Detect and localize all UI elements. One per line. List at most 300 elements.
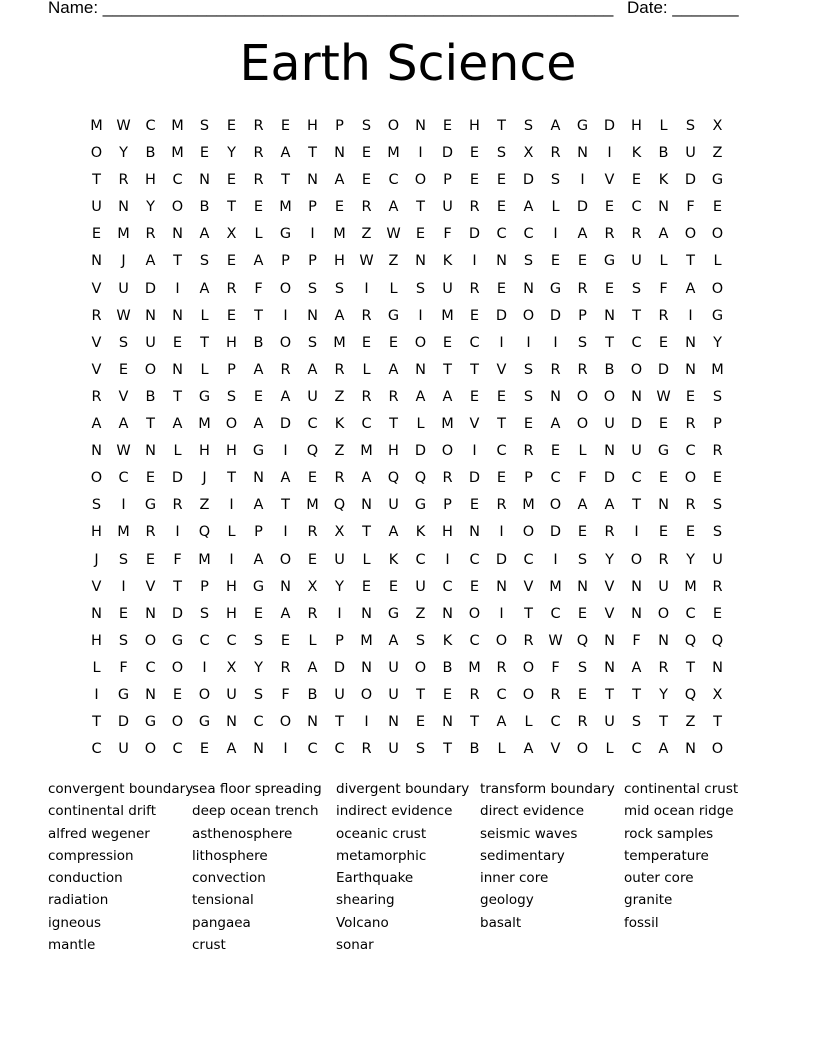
grid-cell: D (603, 118, 616, 134)
word-list-item: granite (624, 892, 673, 909)
grid-cell: H (469, 118, 480, 134)
grid-cell: M (333, 334, 346, 351)
grid-cell: F (686, 199, 695, 216)
grid-cell: A (523, 199, 534, 216)
grid-cell: N (604, 443, 615, 460)
grid-cell: C (631, 741, 642, 758)
grid-cell: A (577, 226, 588, 243)
grid-cell: O (144, 741, 157, 758)
grid-cell: E (145, 470, 156, 487)
word-list-item: sonar (336, 937, 374, 954)
grid-cell: I (499, 524, 504, 541)
grid-cell: U (388, 686, 399, 703)
grid-cell: I (175, 280, 180, 297)
grid-cell: N (415, 361, 426, 378)
grid-cell: T (146, 416, 155, 433)
grid-cell: I (445, 551, 450, 568)
grid-cell: O (576, 388, 589, 405)
grid-cell: S (631, 714, 642, 731)
grid-cell: E (388, 578, 399, 595)
grid-cell: E (172, 334, 183, 351)
grid-cell: T (470, 714, 479, 731)
grid-cell: P (713, 416, 722, 433)
grid-cell: E (253, 199, 264, 216)
grid-cell: I (634, 524, 639, 541)
word-list-item: metamorphic (336, 847, 427, 864)
word-list-item: asthenosphere (192, 825, 293, 842)
grid-cell: B (307, 686, 318, 703)
word-list-item: igneous (48, 914, 102, 931)
grid-cell: F (119, 659, 128, 676)
grid-cell: V (145, 578, 156, 595)
grid-cell: L (227, 524, 236, 541)
grid-cell: N (415, 118, 426, 134)
grid-cell: U (388, 659, 399, 676)
grid-cell: F (443, 226, 452, 243)
grid-cell: N (199, 172, 210, 189)
grid-cell: N (604, 659, 615, 676)
grid-cell: N (172, 226, 183, 243)
grid-cell: S (685, 118, 696, 134)
grid-cell: E (442, 686, 453, 703)
grid-cell: L (605, 741, 614, 758)
grid-cell: E (577, 686, 588, 703)
grid-cell: S (199, 605, 210, 622)
grid-cell: O (144, 361, 157, 378)
grid-cell: Q (414, 470, 427, 487)
grid-cell: L (524, 714, 533, 731)
grid-cell: K (658, 172, 669, 189)
grid-cell: N (361, 497, 372, 514)
word-list-item: convergent boundary (48, 781, 194, 797)
grid-cell: C (91, 741, 102, 758)
grid-cell: D (549, 524, 562, 541)
grid-cell: G (144, 714, 157, 731)
grid-cell: T (362, 524, 371, 541)
grid-cell: Z (712, 145, 723, 162)
grid-cell: E (361, 145, 372, 162)
grid-cell: M (198, 416, 211, 433)
grid-cell: P (281, 253, 290, 270)
grid-cell: C (631, 470, 642, 487)
grid-cell: Y (713, 334, 722, 351)
grid-cell: L (389, 280, 398, 297)
grid-cell: G (576, 118, 589, 134)
grid-cell: J (94, 551, 99, 568)
grid-cell: O (576, 741, 589, 758)
grid-cell: I (283, 443, 288, 460)
grid-cell: A (361, 470, 372, 487)
grid-cell: A (199, 280, 210, 297)
grid-cell: T (227, 199, 236, 216)
grid-cell: G (414, 497, 427, 514)
grid-cell: J (202, 470, 207, 487)
grid-cell: X (712, 118, 723, 134)
grid-cell: G (711, 172, 724, 189)
grid-cell: T (443, 361, 452, 378)
grid-cell: H (334, 253, 345, 270)
grid-cell: C (361, 416, 372, 433)
grid-cell: N (415, 253, 426, 270)
grid-cell: D (522, 172, 535, 189)
grid-cell: H (199, 443, 210, 460)
grid-cell: I (337, 605, 342, 622)
grid-cell: S (577, 334, 588, 351)
grid-cell: R (361, 199, 372, 216)
grid-cell: C (550, 714, 561, 731)
grid-cell: R (361, 741, 372, 758)
grid-cell: S (91, 497, 102, 514)
grid-cell: N (577, 145, 588, 162)
grid-cell: N (145, 686, 156, 703)
grid-cell: T (389, 416, 398, 433)
grid-cell: O (603, 388, 616, 405)
word-list-item: deep ocean trench (192, 803, 319, 820)
grid-cell: S (577, 659, 588, 676)
grid-cell: A (307, 361, 318, 378)
grid-cell: R (658, 551, 669, 568)
grid-cell: F (173, 551, 182, 568)
word-list-item: conduction (48, 870, 123, 887)
grid-cell: R (577, 714, 588, 731)
grid-cell: X (226, 226, 237, 243)
grid-cell: G (657, 443, 670, 460)
grid-cell: C (172, 172, 183, 189)
grid-cell: O (279, 551, 292, 568)
grid-cell: E (280, 118, 291, 134)
grid-cell: M (441, 416, 454, 433)
grid-cell: E (361, 578, 372, 595)
grid-cell: A (226, 741, 237, 758)
grid-cell: N (118, 199, 129, 216)
grid-cell: R (658, 659, 669, 676)
grid-cell: D (576, 199, 589, 216)
grid-cell: R (658, 307, 669, 324)
grid-cell: L (416, 416, 425, 433)
grid-cell: A (334, 307, 345, 324)
grid-cell: N (712, 659, 723, 676)
grid-cell: H (226, 334, 237, 351)
grid-cell: A (631, 659, 642, 676)
grid-cell: C (550, 470, 561, 487)
grid-cell: R (469, 280, 480, 297)
grid-cell: U (307, 388, 318, 405)
grid-cell: R (604, 226, 615, 243)
grid-cell: H (631, 118, 642, 134)
grid-cell: R (631, 226, 642, 243)
grid-cell: U (388, 741, 399, 758)
grid-cell: I (472, 253, 477, 270)
grid-cell: G (198, 388, 211, 405)
grid-cell: R (145, 226, 156, 243)
grid-cell: O (171, 199, 184, 216)
grid-cell: A (388, 524, 399, 541)
grid-cell: C (469, 334, 480, 351)
grid-cell: C (550, 605, 561, 622)
grid-cell: A (253, 497, 264, 514)
grid-cell: N (658, 199, 669, 216)
grid-cell: O (90, 470, 103, 487)
grid-cell: Y (227, 145, 236, 162)
word-list-item: oceanic crust (336, 825, 427, 842)
grid-cell: E (388, 334, 399, 351)
grid-cell: O (657, 605, 670, 622)
grid-cell: G (198, 714, 211, 731)
grid-cell: C (334, 741, 345, 758)
grid-cell: S (118, 551, 129, 568)
grid-cell: I (580, 172, 585, 189)
grid-cell: I (418, 145, 423, 162)
grid-cell: Y (659, 686, 668, 703)
grid-cell: C (523, 551, 534, 568)
word-list-item: geology (480, 892, 534, 909)
grid-cell: E (361, 334, 372, 351)
grid-cell: E (469, 307, 480, 324)
grid-cell: E (496, 199, 507, 216)
grid-cell: T (416, 686, 425, 703)
grid-cell: K (442, 253, 453, 270)
grid-cell: G (117, 686, 130, 703)
grid-cell: O (171, 659, 184, 676)
grid-cell: M (198, 551, 211, 568)
grid-cell: E (118, 605, 129, 622)
grid-cell: I (553, 551, 558, 568)
grid-cell: U (442, 199, 453, 216)
word-list-item: divergent boundary (336, 781, 470, 797)
grid-cell: Y (254, 659, 263, 676)
grid-cell: S (415, 280, 426, 297)
grid-cell: M (306, 497, 319, 514)
grid-cell: O (387, 118, 400, 134)
grid-cell: A (307, 659, 318, 676)
grid-cell: X (523, 145, 534, 162)
grid-cell: Z (334, 443, 345, 460)
grid-cell: Y (605, 551, 614, 568)
grid-cell: D (549, 307, 562, 324)
grid-cell: D (414, 443, 427, 460)
grid-cell: E (172, 686, 183, 703)
grid-cell: N (91, 253, 102, 270)
grid-cell: U (604, 714, 615, 731)
grid-cell: R (685, 416, 696, 433)
grid-cell: T (713, 714, 722, 731)
word-list-item: compression (48, 847, 134, 864)
grid-cell: O (279, 334, 292, 351)
grid-cell: C (145, 118, 156, 134)
grid-cell: V (91, 334, 102, 351)
grid-cell: A (523, 741, 534, 758)
grid-cell: N (253, 470, 264, 487)
grid-cell: F (578, 470, 587, 487)
grid-cell: N (442, 714, 453, 731)
grid-cell: R (496, 659, 507, 676)
grid-cell: N (172, 361, 183, 378)
grid-cell: P (308, 253, 317, 270)
grid-cell: R (550, 361, 561, 378)
grid-cell: U (334, 551, 345, 568)
grid-cell: I (472, 443, 477, 460)
grid-cell: C (523, 226, 534, 243)
grid-cell: R (280, 361, 291, 378)
grid-cell: R (280, 659, 291, 676)
grid-cell: R (226, 280, 237, 297)
grid-cell: E (145, 551, 156, 568)
word-list-item: shearing (336, 892, 395, 909)
grid-cell: T (659, 714, 668, 731)
grid-cell: E (280, 632, 291, 649)
grid-cell: I (121, 578, 126, 595)
grid-cell: I (526, 334, 531, 351)
grid-cell: L (173, 443, 182, 460)
grid-cell: L (200, 361, 209, 378)
grid-cell: W (116, 118, 131, 134)
grid-cell: E (415, 226, 426, 243)
grid-cell: T (173, 388, 182, 405)
grid-cell: B (145, 388, 156, 405)
grid-cell: V (91, 280, 102, 297)
grid-cell: B (253, 334, 264, 351)
grid-cell: T (281, 497, 290, 514)
grid-cell: M (360, 632, 373, 649)
grid-cell: M (171, 145, 184, 162)
grid-cell: X (226, 659, 237, 676)
grid-cell: R (91, 307, 102, 324)
word-list-item: outer core (624, 870, 694, 887)
grid-cell: S (712, 388, 723, 405)
grid-cell: O (522, 686, 535, 703)
grid-cell: P (524, 470, 533, 487)
grid-cell: G (252, 578, 265, 595)
grid-cell: R (253, 172, 264, 189)
grid-cell: E (712, 605, 723, 622)
grid-cell: P (227, 361, 236, 378)
word-list-item: direct evidence (480, 803, 585, 820)
grid-cell: N (631, 388, 642, 405)
grid-cell: I (229, 497, 234, 514)
grid-cell: C (631, 334, 642, 351)
grid-cell: A (280, 470, 291, 487)
grid-cell: O (711, 741, 724, 758)
grid-cell: E (550, 443, 561, 460)
grid-cell: A (253, 253, 264, 270)
grid-cell: E (469, 578, 480, 595)
grid-cell: B (145, 145, 156, 162)
grid-cell: D (171, 470, 184, 487)
word-list-item: crust (192, 937, 226, 954)
grid-cell: V (604, 605, 615, 622)
grid-cell: O (549, 497, 562, 514)
grid-cell: L (551, 199, 560, 216)
grid-cell: E (469, 497, 480, 514)
grid-cell: M (333, 226, 346, 243)
grid-cell: R (91, 388, 102, 405)
grid-cell: C (253, 714, 264, 731)
grid-cell: N (496, 253, 507, 270)
grid-cell: Q (684, 686, 697, 703)
grid-cell: O (360, 686, 373, 703)
grid-cell: H (91, 632, 102, 649)
grid-cell: M (441, 307, 454, 324)
grid-cell: E (253, 605, 264, 622)
grid-cell: I (202, 659, 207, 676)
grid-cell: I (553, 226, 558, 243)
grid-cell: D (117, 714, 130, 731)
grid-cell: P (254, 524, 263, 541)
grid-cell: E (334, 199, 345, 216)
grid-cell: A (550, 118, 561, 134)
grid-cell: D (441, 145, 454, 162)
word-list-item: tensional (192, 892, 254, 909)
grid-cell: S (226, 388, 237, 405)
grid-cell: Q (306, 443, 319, 460)
grid-cell: I (283, 524, 288, 541)
grid-cell: U (631, 253, 642, 270)
grid-cell: M (387, 145, 400, 162)
grid-cell: E (469, 388, 480, 405)
grid-cell: K (334, 416, 345, 433)
grid-cell: D (603, 470, 616, 487)
grid-cell: W (116, 443, 131, 460)
grid-cell: A (172, 416, 183, 433)
grid-cell: B (658, 145, 669, 162)
grid-cell: I (283, 741, 288, 758)
word-list-item: transform boundary (480, 781, 615, 797)
grid-cell: E (199, 741, 210, 758)
grid-cell: O (522, 659, 535, 676)
grid-cell: T (173, 253, 182, 270)
grid-cell: Q (333, 497, 346, 514)
grid-cell: E (307, 470, 318, 487)
grid-cell: N (604, 307, 615, 324)
grid-cell: C (685, 443, 696, 460)
grid-cell: C (199, 632, 210, 649)
grid-cell: M (684, 578, 697, 595)
grid-cell: U (118, 280, 129, 297)
grid-cell: O (441, 443, 454, 460)
grid-cell: H (91, 524, 102, 541)
grid-cell: W (656, 388, 671, 405)
grid-cell: Z (199, 497, 210, 514)
grid-cell: D (495, 307, 508, 324)
word-list-item: mantle (48, 937, 96, 954)
grid-cell: A (388, 361, 399, 378)
grid-cell: R (604, 524, 615, 541)
grid-cell: A (118, 416, 129, 433)
grid-cell: E (658, 334, 669, 351)
word-list-item: radiation (48, 892, 109, 909)
grid-cell: T (632, 686, 641, 703)
grid-cell: T (497, 118, 506, 134)
grid-cell: N (361, 659, 372, 676)
grid-cell: C (118, 470, 129, 487)
grid-cell: I (418, 307, 423, 324)
grid-cell: L (659, 253, 668, 270)
grid-cell: M (90, 118, 103, 134)
grid-cell: M (279, 199, 292, 216)
grid-cell: L (713, 253, 722, 270)
grid-cell: R (253, 118, 264, 134)
grid-cell: V (604, 172, 615, 189)
grid-cell: E (577, 524, 588, 541)
grid-cell: P (308, 199, 317, 216)
grid-cell: E (253, 388, 264, 405)
header-line (48, 0, 748, 20)
grid-cell: T (443, 741, 452, 758)
grid-cell: T (92, 172, 101, 189)
grid-cell: M (117, 226, 130, 243)
grid-cell: L (308, 632, 317, 649)
grid-cell: S (199, 253, 210, 270)
